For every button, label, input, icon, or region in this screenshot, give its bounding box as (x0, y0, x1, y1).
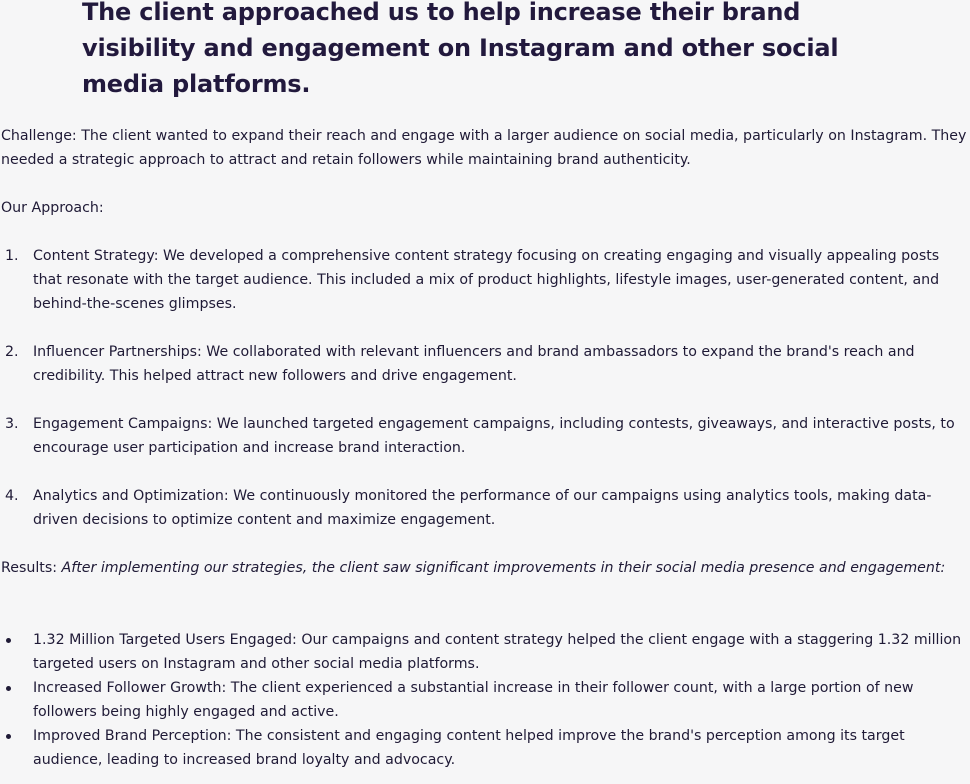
list-item-text: Improved Brand Perception: The consistent and engaging content helped improve the brand's perception among its target audience, leading to increased brand loyalty and advocacy. (33, 728, 905, 768)
approach-item-engagement-campaigns (0, 412, 968, 460)
list-item-text: Influencer Partnerships: We collaborated with relevant influencers and brand ambassadors to expand the brand's reach and credibility. This helped attract new followers and drive engagement. (33, 344, 915, 384)
results-list (0, 628, 968, 772)
result-item-follower-growth (0, 676, 968, 724)
list-number: 1. (5, 248, 19, 264)
bullet-icon (6, 686, 11, 691)
bullet-icon (6, 734, 11, 739)
approach-heading: Our Approach: (1, 200, 104, 216)
list-number: 2. (5, 344, 19, 360)
result-item-users-engaged (0, 628, 968, 676)
list-item-text: Increased Follower Growth: The client experienced a substantial increase in their follower count, with a large portion of new followers being highly engaged and active. (33, 680, 914, 720)
bullet-icon (6, 638, 11, 643)
approach-item-influencer-partnerships (0, 340, 968, 388)
challenge-paragraph: Challenge: The client wanted to expand their reach and engage with a larger audience on social media, particularly on Instagram. They needed a strategic approach to attract and retain followers while maintaining brand authenticity. (1, 128, 967, 168)
approach-item-content-strategy (0, 244, 968, 316)
list-item-text: Engagement Campaigns: We launched targeted engagement campaigns, including contests, giveaways, and interactive posts, to encourage user participation and increase brand interaction. (33, 416, 955, 456)
results-paragraph (1, 556, 969, 580)
approach-list (0, 244, 968, 556)
approach-item-analytics-optimization (0, 484, 968, 532)
list-item-text: Content Strategy: We developed a comprehensive content strategy focusing on creating engaging and visually appealing posts that resonate with the target audience. This included a mix of product highlights, lifestyle images, user-generated content, and behind-the-scenes glimpses. (33, 248, 940, 312)
list-number: 3. (5, 416, 19, 432)
list-number: 4. (5, 488, 19, 504)
result-item-brand-perception (0, 724, 968, 772)
page-headline: The client approached us to help increase their brand visibility and engagement on Instagram and other social media platforms. (82, 0, 839, 98)
results-summary: After implementing our strategies, the client saw significant improvements in their social media presence and engagement: (61, 560, 946, 576)
list-item-text: 1.32 Million Targeted Users Engaged: Our campaigns and content strategy helped the client engage with a staggering 1.32 million targeted users on Instagram and other social media platforms. (33, 632, 962, 672)
results-label: Results: (1, 560, 62, 576)
list-item-text: Analytics and Optimization: We continuously monitored the performance of our campaigns using analytics tools, making data-driven decisions to optimize content and maximize engagement. (33, 488, 932, 528)
